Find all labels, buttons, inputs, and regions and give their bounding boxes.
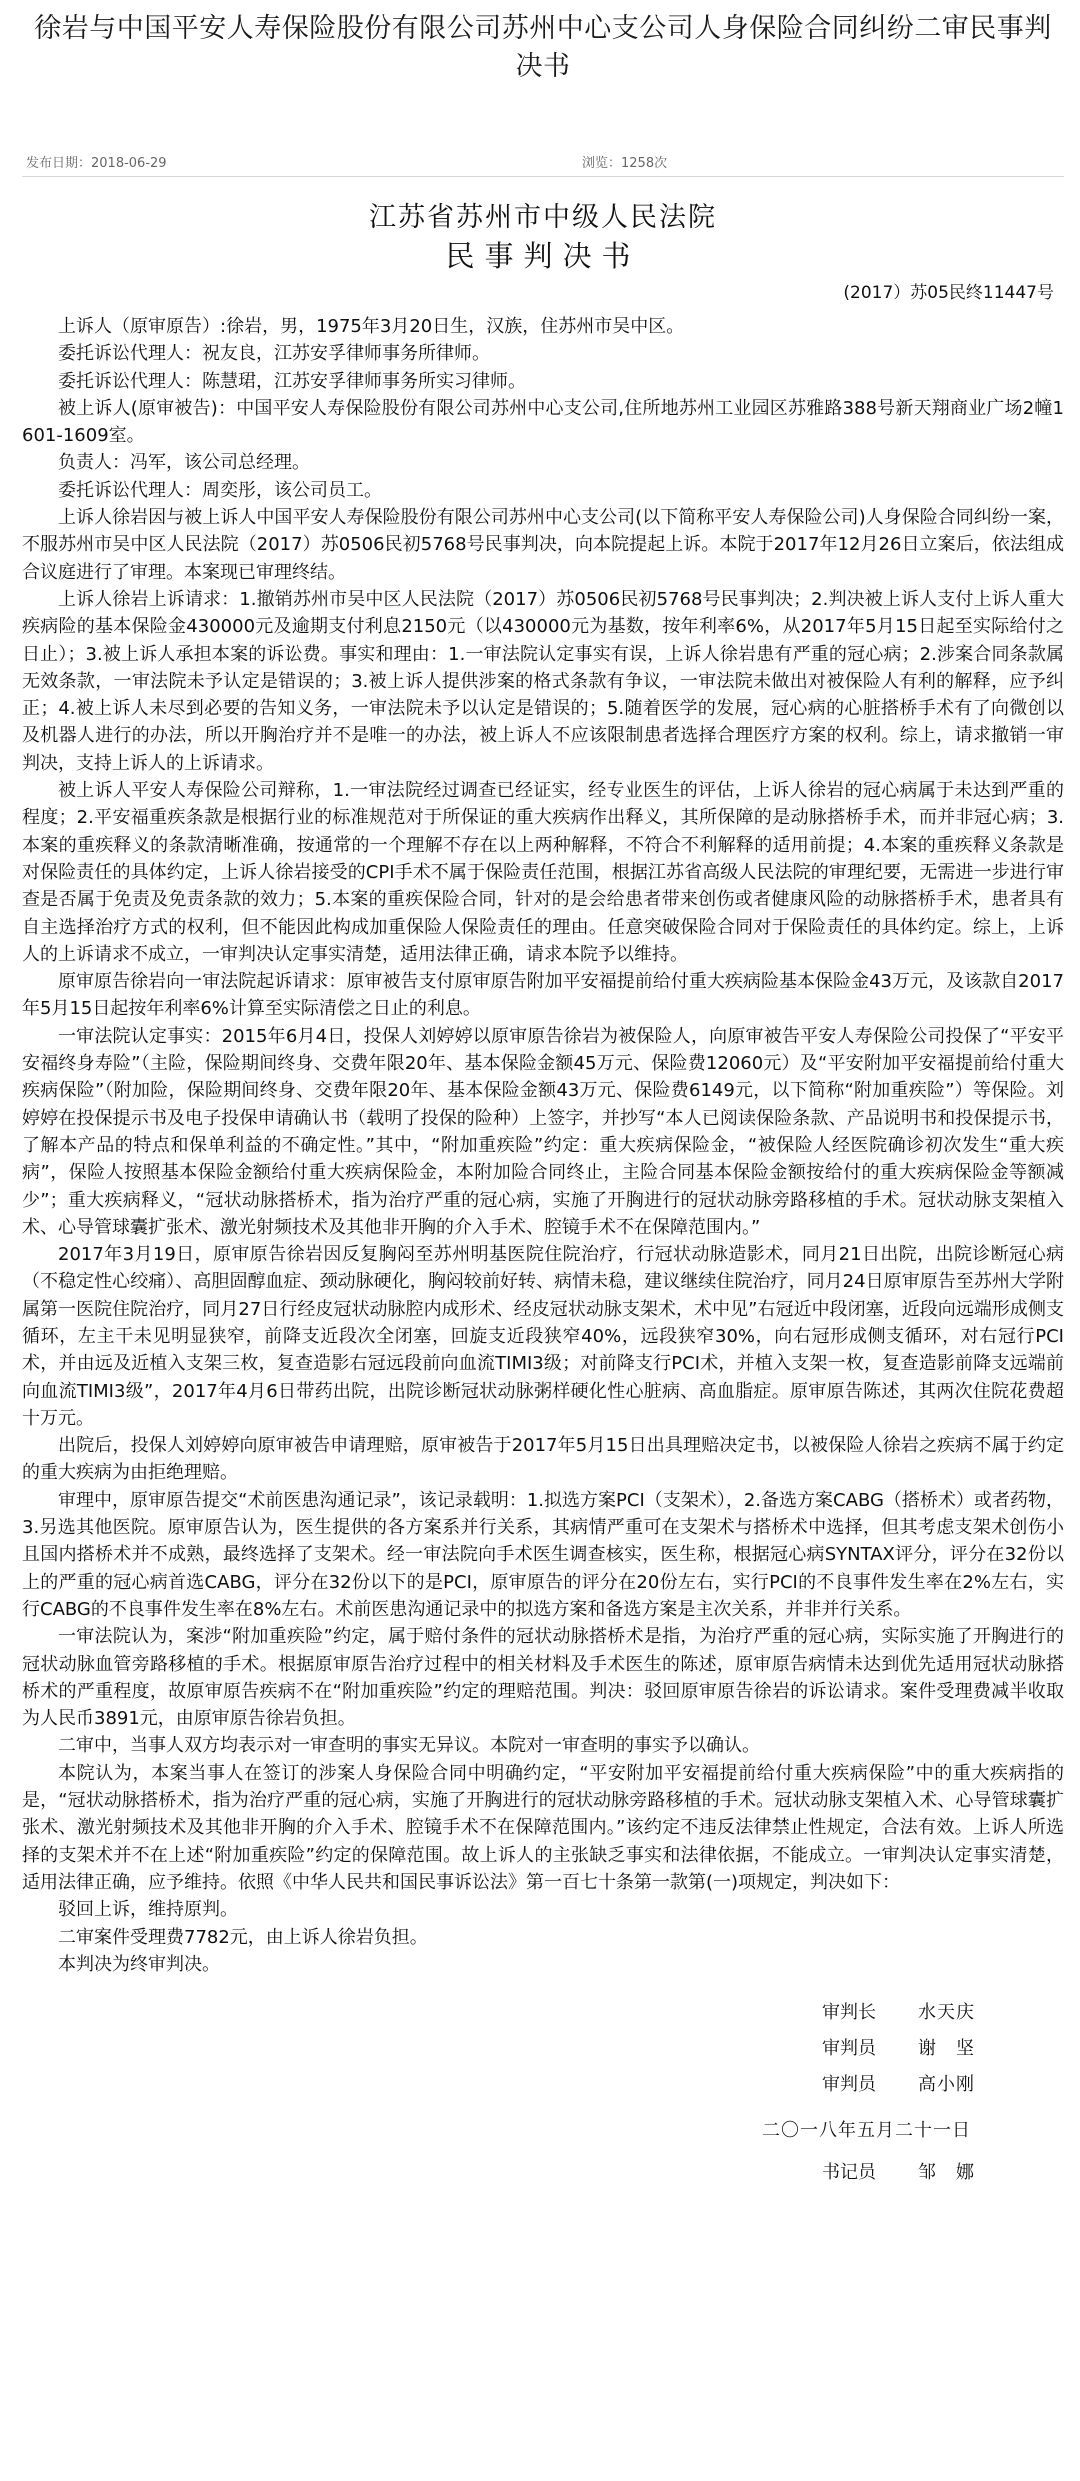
court-name: 江苏省苏州市中级人民法院 — [369, 202, 717, 233]
publish-date: 发布日期：2018-06-29 — [26, 156, 167, 171]
paragraph-final: 本判决为终审判决。 — [58, 1953, 220, 1975]
signature-role: 书记员 — [822, 2162, 876, 2184]
paragraph-appellee-head: 负责人：冯军，该公司总经理。 — [58, 452, 310, 474]
paragraph-second-instance: 二审中，当事人双方均表示对一审查明的事实无异议。本院对一审查明的事实予以确认。 — [58, 1735, 760, 1757]
signature-judge-1 — [822, 2034, 992, 2064]
paragraph-appeal-request: 上诉人徐岩上诉请求：1.撤销苏州市吴中区人民法院（2017）苏0506民初5768号民事判决；2.判决被上诉人支付上诉人重大疾病险的基本保险金430000元及逾期支付利息2150元（以430000元为基数，按年利率6%，从2017年5月15日起至实际给付之日止）；3.被上诉人承担本案的诉讼费。事实和理由：1.一审法院认定事实有误，上诉人徐岩患有严重的冠心病；2.涉案合同条款属无效条款，一审法院未予认定是错误的；3.被上诉人提供涉案的格式条款有争议，一审法院未做出对被保险人有利的解释，应予纠正；4.被上诉人未尽到必要的告知义务，一审法院未予以认定是错误的；5.随着医学的发展，冠心病的心脏搭桥手术有了向微创以及机器人进行的办法，所以开胸治疗并不是唯一的办法，被上诉人不应该限制患者选择合理医疗方案的权利。综上，请求撤销一审判决，支持上诉人的上诉请求。 — [22, 588, 1064, 774]
paragraph-treatment-facts: 2017年3月19日，原审原告徐岩因反复胸闷至苏州明基医院住院治疗，行冠状动脉造影术，同月21日出院，出院诊断冠心病（不稳定性心绞痛）、高胆固醇血症、颈动脉硬化，胸闷较前好转、病情未稳，建议继续住院治疗，同月24日原审原告至苏州大学附属第一医院住院治疗，同月27日行经皮冠状动脉腔内成形术、经皮冠状动脉支架术，术中见”右冠近中段闭塞，近段向远端形成侧支循环，左主干未见明显狭窄，前降支近段次全闭塞，回旋支近段狭窄40%，远段狭窄30%，向右冠形成侧支循环，对右冠行PCI术，并由远及近植入支架三枚，复查造影右冠远段前向血流TIMI3级；对前降支行PCI术，并植入支架一枚，复查造影前降支远端前向血流TIMI3级”，2017年4月6日带药出院，出院诊断冠状动脉粥样硬化性心脏病、高血脂症。原审原告陈述，其两次住院花费超十万元。 — [22, 1244, 1064, 1429]
paragraph-ruling: 驳回上诉，维持原判。 — [58, 1899, 238, 1921]
signature-name: 谢 坚 — [918, 2038, 975, 2060]
paragraph-appellee-agent: 委托诉讼代理人：周奕彤，该公司员工。 — [58, 479, 382, 501]
signature-role: 审判员 — [822, 2038, 876, 2060]
paragraph-case-intro: 上诉人徐岩因与被上诉人中国平安人寿保险股份有限公司苏州中心支公司(以下简称平安人寿保险公司)人身保险合同纠纷一案，不服苏州市吴中区人民法院（2017）苏0506民初5768号民事判决，向本院提起上诉。本院于2017年12月26日立案后，依法组成合议庭进行了审理。本案现已审理终结。 — [22, 507, 1064, 583]
signature-clerk — [822, 2158, 992, 2188]
signature-judge-2 — [822, 2070, 992, 2100]
signature-role: 审判长 — [822, 2002, 876, 2024]
paragraph-claim-denied: 出院后，投保人刘婷婷向原审被告申请理赔，原审被告于2017年5月15日出具理赔决定书，以被保险人徐岩之疾病不属于约定的重大疾病为由拒绝理赔。 — [22, 1435, 1064, 1484]
signature-presiding-judge — [822, 1998, 992, 2028]
paragraph-appellee: 被上诉人(原审被告)：中国平安人寿保险股份有限公司苏州中心支公司,住所地苏州工业园区苏雅路388号新天翔商业广场2幢1601-1609室。 — [22, 397, 1064, 447]
signature-name: 水天庆 — [918, 2002, 975, 2024]
paragraph-appellant-agent-2: 委托诉讼代理人：陈慧珺，江苏安孚律师事务所实习律师。 — [58, 370, 526, 392]
signature-name: 邹 娜 — [918, 2162, 975, 2184]
case-number: (2017）苏05民终11447号 — [843, 283, 1054, 303]
paragraph-appellee-defense: 被上诉人平安人寿保险公司辩称，1.一审法院经过调查已经证实，经专业医生的评估，上诉人徐岩的冠心病属于未达到严重的程度；2.平安福重疾条款是根据行业的标准规范对于所保证的重大疾病作出释义，其所保障的是动脉搭桥手术，而并非冠心病；3.本案的重疾释义的条款清晰准确，按通常的一个理解不存在以上两种解释，不符合不利解释的适用前提；4.本案的重疾释义条款是对保险责任的具体约定，上诉人徐岩接受的CPI手术不属于保险责任范围，根据江苏省高级人民法院的审理纪要，无需进一步进行审查是否属于免责及免责条款的效力；5.本案的重疾保险合同，针对的是会给患者带来创伤或者健康风险的动脉搭桥手术，患者具有自主选择治疗方式的权利，但不能因此构成加重保险人保险责任的理由。任意突破保险合同对于保险责任的具体约定。综上，上诉人的上诉请求不成立，一审判决认定事实清楚，适用法律正确，请求本院予以维持。 — [22, 780, 1064, 965]
paragraph-court-opinion: 本院认为，本案当事人在签订的涉案人身保险合同中明确约定，“平安附加平安福提前给付重大疾病保险”中的重大疾病指的是，“冠状动脉搭桥术，指为治疗严重的冠心病，实施了开胸进行的冠状动脉旁路移植的手术。冠状动脉支架植入术、心导管球囊扩张术、激光射频技术及其他非开胸的介入手术、腔镜手术不在保障范围内。”该约定不违反法律禁止性规定，合法有效。上诉人所选择的支架术并不在上述“附加重疾险”约定的保障范围。故上诉人的主张缺乏事实和法律依据，不能成立。一审判决认定事实清楚，适用法律正确，应予维持。依照《中华人民共和国民事诉讼法》第一百七十条第一款第(一)项规定，判决如下： — [22, 1762, 1064, 1893]
paragraph-trial-evidence: 审理中，原审原告提交“术前医患沟通记录”，该记录载明：1.拟选方案PCI（支架术），2.备选方案CABG（搭桥术）或者药物，3.另选其他医院。原审原告认为，医生提供的各方案系并行关系，其病情严重可在支架术与搭桥术中选择，但其考虑支架术创伤小且国内搭桥术并不成熟，最终选择了支架术。经一审法院向手术医生调查核实，医生称，根据冠心病SYNTAX评分，评分在32份以上的严重的冠心病首选CABG，评分在32份以下的是PCI，原审原告的评分在20份左右，实行PCI的不良事件发生率在2%左右，实行CABG的不良事件发生率在8%左右。术前医患沟通记录中的拟选方案和备选方案是主次关系，并非并行关系。 — [22, 1489, 1064, 1620]
judgment-date: 二〇一八年五月二十一日 — [762, 2120, 971, 2142]
signature-role: 审判员 — [822, 2074, 876, 2096]
paragraph-appellant-agent-1: 委托诉讼代理人：祝友良，江苏安孚律师事务所律师。 — [58, 343, 490, 365]
signature-name: 高小刚 — [918, 2074, 975, 2096]
paragraph-appellant: 上诉人（原审原告）:徐岩，男，1975年3月20日生，汉族，住苏州市吴中区。 — [58, 316, 685, 337]
view-count: 浏览：1258次 — [582, 156, 668, 171]
paragraph-first-instance-facts: 一审法院认定事实：2015年6月4日，投保人刘婷婷以原审原告徐岩为被保险人，向原审被告平安人寿保险公司投保了“平安平安福终身寿险”（主险，保险期间终身、交费年限20年、基本保险金额45万元、保险费12060元）及“平安附加平安福提前给付重大疾病保险”（附加险，保险期间终身、交费年限20年、基本保险金额43万元、保险费6149元，以下简称“附加重疾险”）等保险。刘婷婷在投保提示书及电子投保申请确认书（载明了投保的险种）上签字，并抄写“本人已阅读保险条款、产品说明书和投保提示书，了解本产品的特点和保单利益的不确定性。”其中，“附加重疾险”约定：重大疾病保险金，“被保险人经医院确诊初次发生“重大疾病”，保险人按照基本保险金额给付重大疾病保险金，本附加险合同终止，主险合同基本保险金额按给付的重大疾病保险金等额减少”；重大疾病释义，“冠状动脉搭桥术，指为治疗严重的冠心病，实施了开胸进行的冠状动脉旁路移植的手术。冠状动脉支架植入术、心导管球囊扩张术、激光射频技术及其他非开胸的介入手术、腔镜手术不在保障范围内。” — [22, 1025, 1064, 1238]
paragraph-original-claim: 原审原告徐岩向一审法院起诉请求：原审被告支付原审原告附加平安福提前给付重大疾病险基本保险金43万元，及该款自2017年5月15日起按年利率6%计算至实际清偿之日止的利息。 — [22, 971, 1064, 1020]
signature-block — [22, 1998, 1064, 2188]
meta-bar — [22, 146, 1064, 177]
document-type: 民事判决书 — [445, 239, 641, 273]
paragraph-first-instance-opinion: 一审法院认为，案涉“附加重疾险”约定，属于赔付条件的冠状动脉搭桥术是指，为治疗严重的冠心病，实际实施了开胸进行的冠状动脉血管旁路移植的手术。根据原审原告治疗过程中的相关材料及手术医生的陈述，原审原告病情未达到优先适用冠状动脉搭桥术的严重程度，故原审原告疾病不在“附加重疾险”约定的理赔范围。判决：驳回原审原告徐岩的诉讼请求。案件受理费减半收取为人民币3891元，由原审原告徐岩负担。 — [22, 1626, 1064, 1730]
paragraph-fee: 二审案件受理费7782元，由上诉人徐岩负担。 — [58, 1926, 428, 1948]
page-title: 徐岩与中国平安人寿保险股份有限公司苏州中心支公司人身保险合同纠纷二审民事判决书 — [34, 13, 1052, 82]
judgment-body — [22, 313, 1064, 1978]
